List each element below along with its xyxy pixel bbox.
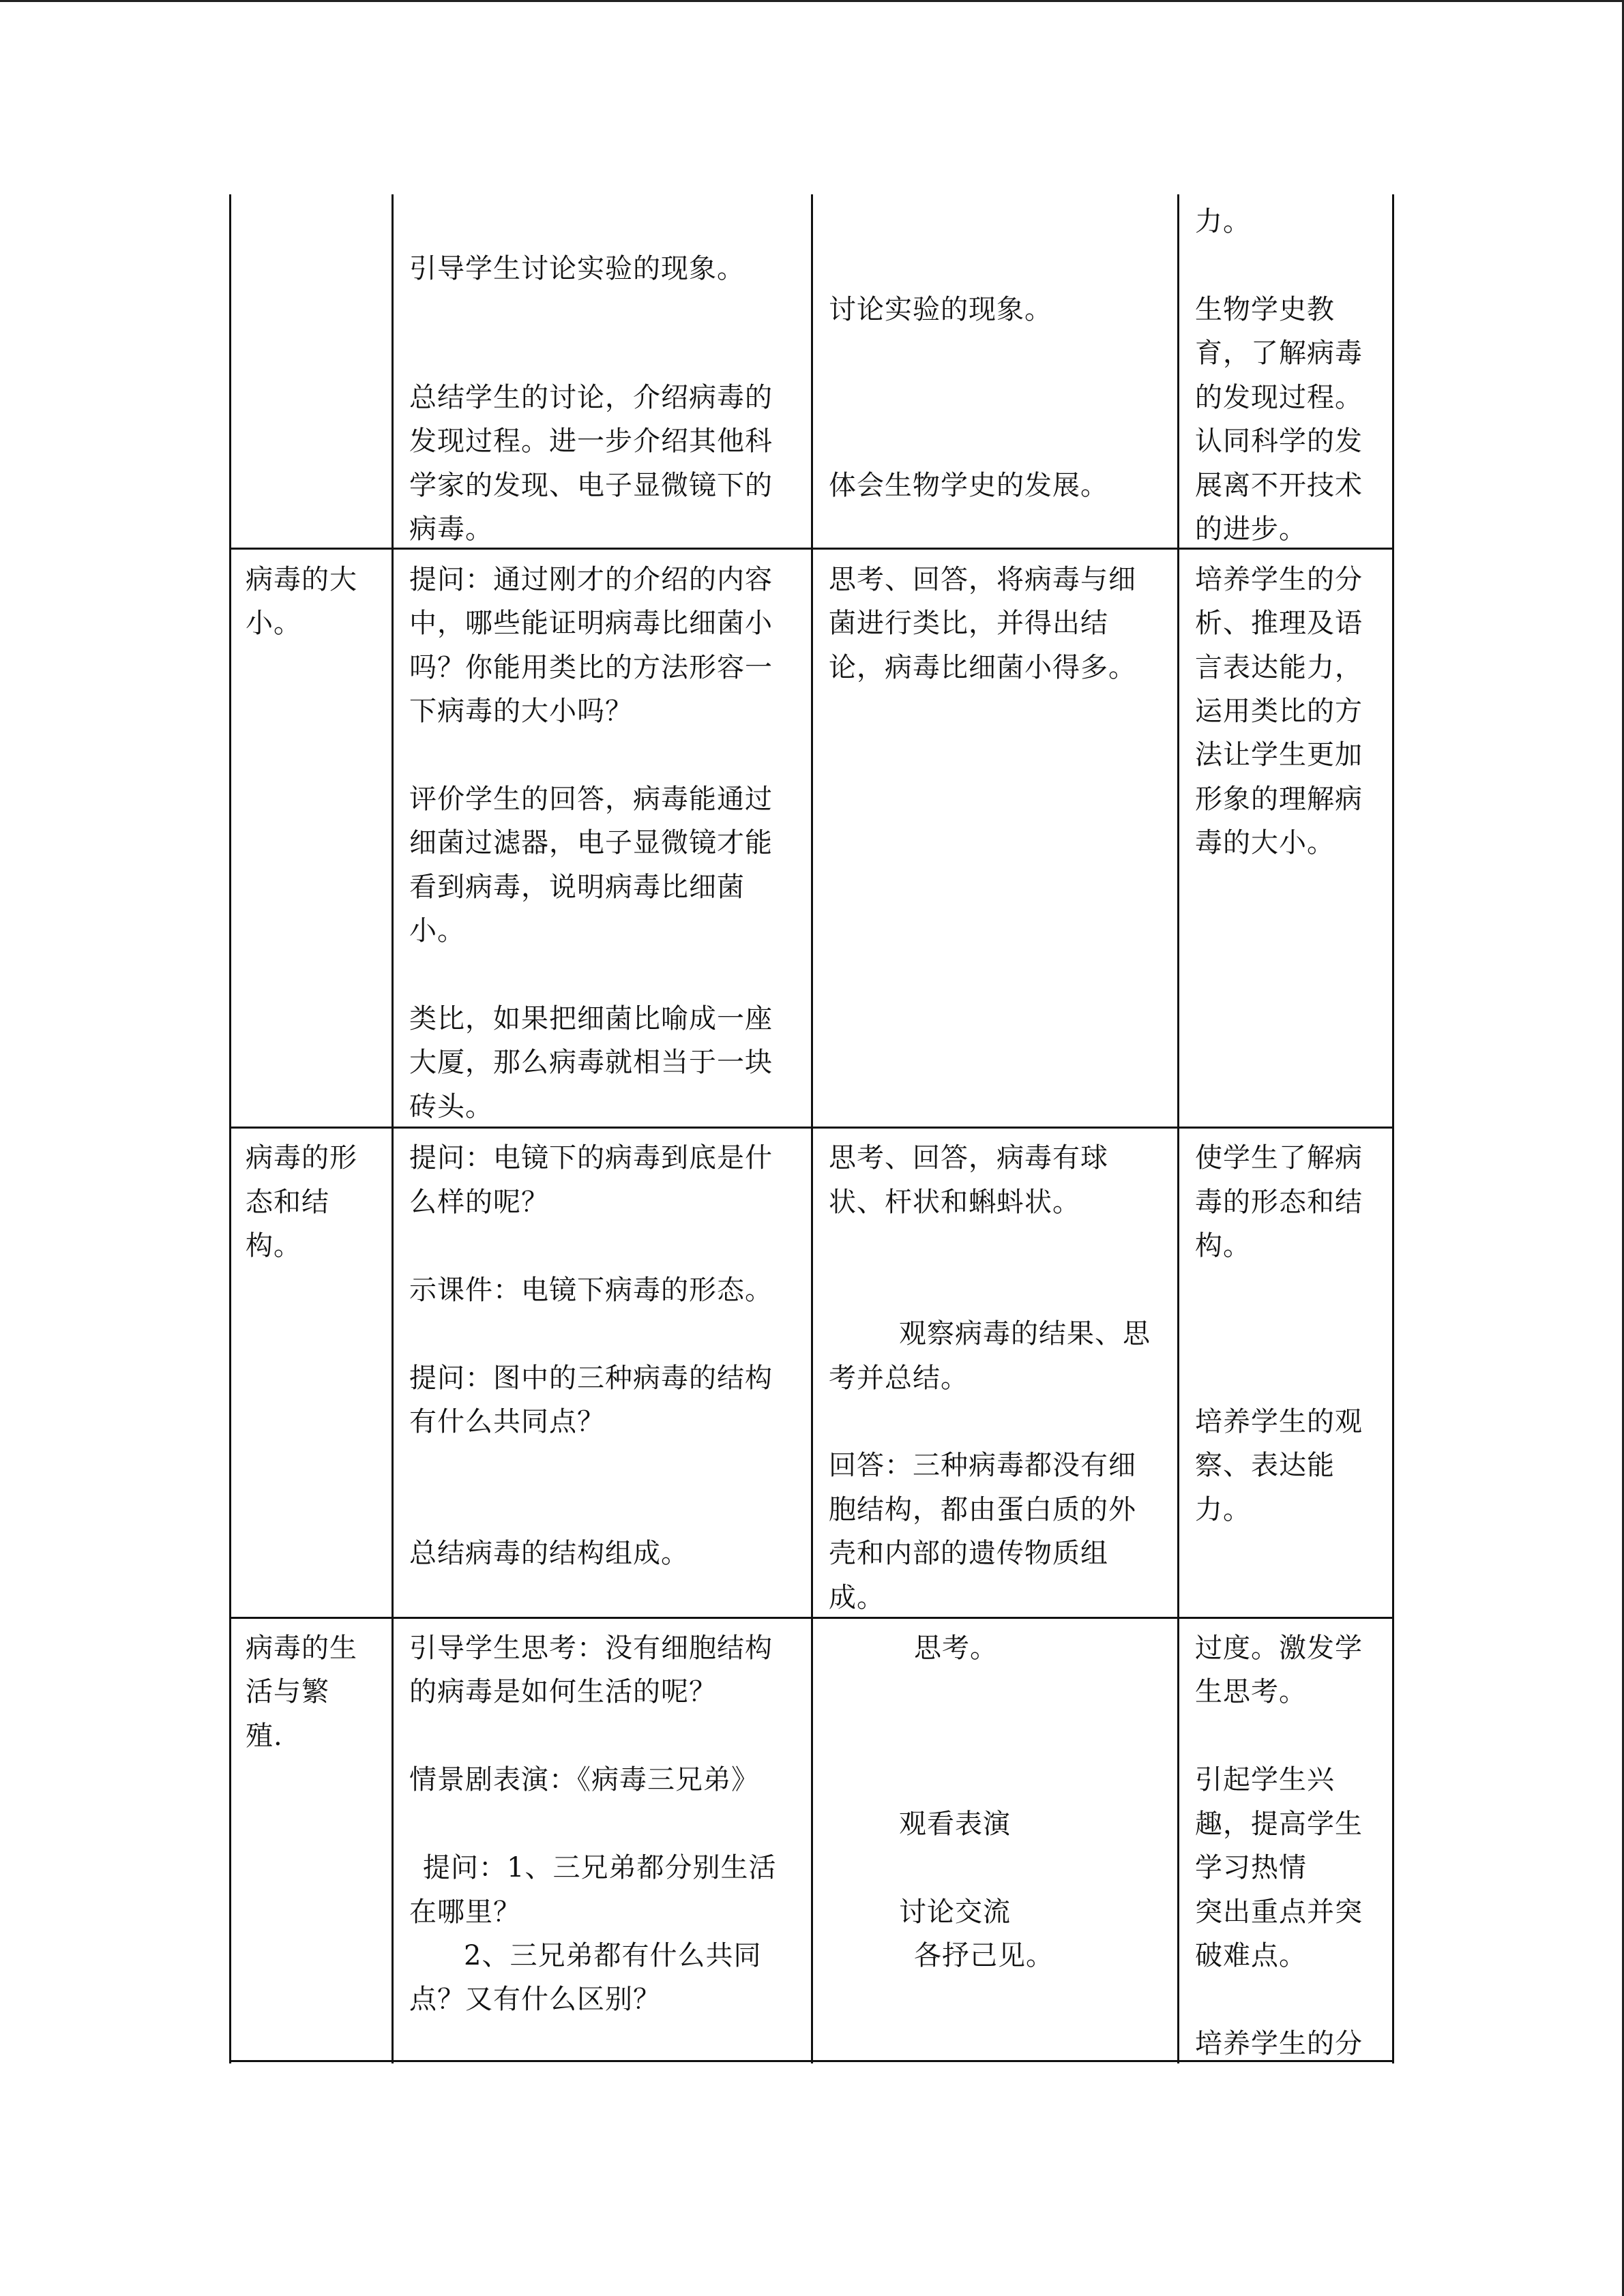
row4-student-line: 讨论交流: [899, 1896, 1011, 1928]
row2-intent-line: 析、推理及语: [1195, 608, 1363, 639]
row4-intent-line: 生思考。: [1195, 1676, 1307, 1708]
row4-intent-line: 突出重点并突: [1195, 1896, 1363, 1928]
table-border-left: [229, 194, 231, 2063]
row3-student-line: 成。: [829, 1582, 885, 1613]
row4-teacher-line: 情景剧表演：《病毒三兄弟》: [409, 1764, 759, 1795]
row2-student-line: 菌进行类比，并得出结: [829, 608, 1108, 639]
row-divider-2: [229, 1127, 1394, 1129]
row3-student-line: 壳和内部的遗传物质组: [829, 1538, 1108, 1569]
row4-teacher-line: 点？又有什么区别？: [409, 1984, 661, 2015]
row2-intent-line: 运用类比的方: [1195, 696, 1363, 727]
row3-intent-line: 力。: [1195, 1494, 1251, 1525]
row3-intent-line: 使学生了解病: [1195, 1142, 1363, 1174]
row1-intent-line: 育，了解病毒: [1195, 338, 1363, 369]
row3-intent-line: 毒的形态和结: [1195, 1187, 1363, 1218]
row2-intent-line: 言表达能力，: [1195, 652, 1363, 683]
row2-teacher-line: 细菌过滤器，电子显微镜才能: [409, 827, 773, 859]
row3-teacher-line: 么样的呢？: [409, 1187, 549, 1218]
row4-topic-line: 病毒的生: [246, 1632, 357, 1664]
row3-intent-line: 构。: [1195, 1230, 1251, 1262]
row2-intent-line: 毒的大小。: [1195, 827, 1335, 859]
row2-intent-line: 法让学生更加: [1195, 739, 1363, 771]
row4-intent-line: 过度。激发学: [1195, 1632, 1363, 1664]
row4-teacher-line: 2、三兄弟都有什么共同: [464, 1940, 762, 1971]
row3-student-line: 胞结构，都由蛋白质的外: [829, 1494, 1136, 1525]
row2-teacher-line: 类比，如果把细菌比喻成一座: [409, 1003, 773, 1034]
row4-intent-line: 学习热情: [1195, 1852, 1307, 1883]
row4-student-line: 思考。: [914, 1632, 998, 1664]
row1-intent-line: 力。: [1195, 206, 1251, 237]
row4-intent-line: 培养学生的分: [1195, 2028, 1363, 2059]
row2-teacher-line: 大厦，那么病毒就相当于一块: [409, 1047, 773, 1078]
row2-teacher-line: 小。: [409, 915, 465, 946]
row1-student-line: 体会生物学史的发展。: [829, 470, 1108, 501]
row4-intent-line: 破难点。: [1195, 1940, 1307, 1971]
column-divider-2: [811, 194, 813, 2063]
table-border-right: [1392, 194, 1394, 2063]
row4-student-line: 观看表演: [899, 1808, 1011, 1840]
row3-topic-line: 病毒的形: [246, 1142, 357, 1174]
row4-topic-line: 殖.: [246, 1720, 283, 1752]
row4-teacher-line: 的病毒是如何生活的呢？: [409, 1676, 717, 1708]
column-divider-1: [392, 194, 394, 2063]
row3-intent-line: 培养学生的观: [1195, 1406, 1363, 1437]
row4-teacher-line: 提问：1、三兄弟都分别生活: [423, 1852, 777, 1883]
row1-teacher-line: 病毒。: [409, 513, 493, 545]
row4-teacher-line: 引导学生思考：没有细胞结构: [409, 1632, 773, 1664]
row3-teacher-line: 提问：图中的三种病毒的结构: [409, 1362, 773, 1394]
row1-intent-line: 展离不开技术: [1195, 470, 1363, 501]
row2-intent-line: 形象的理解病: [1195, 784, 1363, 815]
row4-student-line: 各抒己见。: [914, 1940, 1054, 1971]
row3-student-line: 考并总结。: [829, 1362, 969, 1394]
row2-teacher-line: 砖头。: [409, 1091, 493, 1122]
row2-teacher-line: 下病毒的大小吗？: [409, 696, 633, 727]
row1-student-line: 讨论实验的现象。: [829, 294, 1052, 325]
row2-teacher-line: 吗？你能用类比的方法形容一: [409, 652, 773, 683]
row1-teacher-line: 学家的发现、电子显微镜下的: [409, 470, 773, 501]
row1-intent-line: 认同科学的发: [1195, 426, 1363, 457]
row4-intent-line: 趣，提高学生: [1195, 1808, 1363, 1840]
column-divider-3: [1177, 194, 1179, 2063]
row3-topic-line: 构。: [246, 1230, 301, 1262]
row2-student-line: 论，病毒比细菌小得多。: [829, 652, 1136, 683]
row4-intent-line: 引起学生兴: [1195, 1764, 1335, 1795]
row2-teacher-line: 评价学生的回答，病毒能通过: [409, 784, 773, 815]
row2-topic-line: 病毒的大: [246, 564, 357, 595]
row1-teacher-line: 总结学生的讨论，介绍病毒的: [409, 382, 773, 413]
row3-teacher-line: 示课件：电镜下病毒的形态。: [409, 1274, 773, 1306]
row4-teacher-line: 在哪里？: [409, 1896, 521, 1928]
row3-intent-line: 察、表达能: [1195, 1450, 1335, 1481]
row3-topic-line: 态和结: [246, 1187, 329, 1218]
row3-teacher-line: 提问：电镜下的病毒到底是什: [409, 1142, 773, 1174]
row3-student-line: 观察病毒的结果、思: [899, 1318, 1151, 1350]
row1-teacher-line: 引导学生讨论实验的现象。: [409, 253, 745, 284]
row1-intent-line: 的进步。: [1195, 513, 1307, 545]
row1-intent-line: 的发现过程。: [1195, 382, 1363, 413]
row1-intent-line: 生物学史教: [1195, 294, 1335, 325]
row3-teacher-line: 总结病毒的结构组成。: [409, 1538, 689, 1569]
row1-teacher-line: 发现过程。进一步介绍其他科: [409, 426, 773, 457]
row2-teacher-line: 看到病毒，说明病毒比细菌: [409, 871, 745, 903]
row3-student-line: 回答：三种病毒都没有细: [829, 1450, 1136, 1481]
row2-teacher-line: 提问：通过刚才的介绍的内容: [409, 564, 773, 595]
row3-teacher-line: 有什么共同点？: [409, 1406, 605, 1437]
row3-student-line: 状、杆状和蝌蚪状。: [829, 1187, 1080, 1218]
row4-topic-line: 活与繁: [246, 1676, 329, 1708]
row-divider-3: [229, 1617, 1394, 1619]
row2-teacher-line: 中，哪些能证明病毒比细菌小: [409, 608, 773, 639]
row3-student-line: 思考、回答，病毒有球: [829, 1142, 1108, 1174]
row2-student-line: 思考、回答，将病毒与细: [829, 564, 1136, 595]
row2-intent-line: 培养学生的分: [1195, 564, 1363, 595]
row2-topic-line: 小。: [246, 608, 301, 639]
